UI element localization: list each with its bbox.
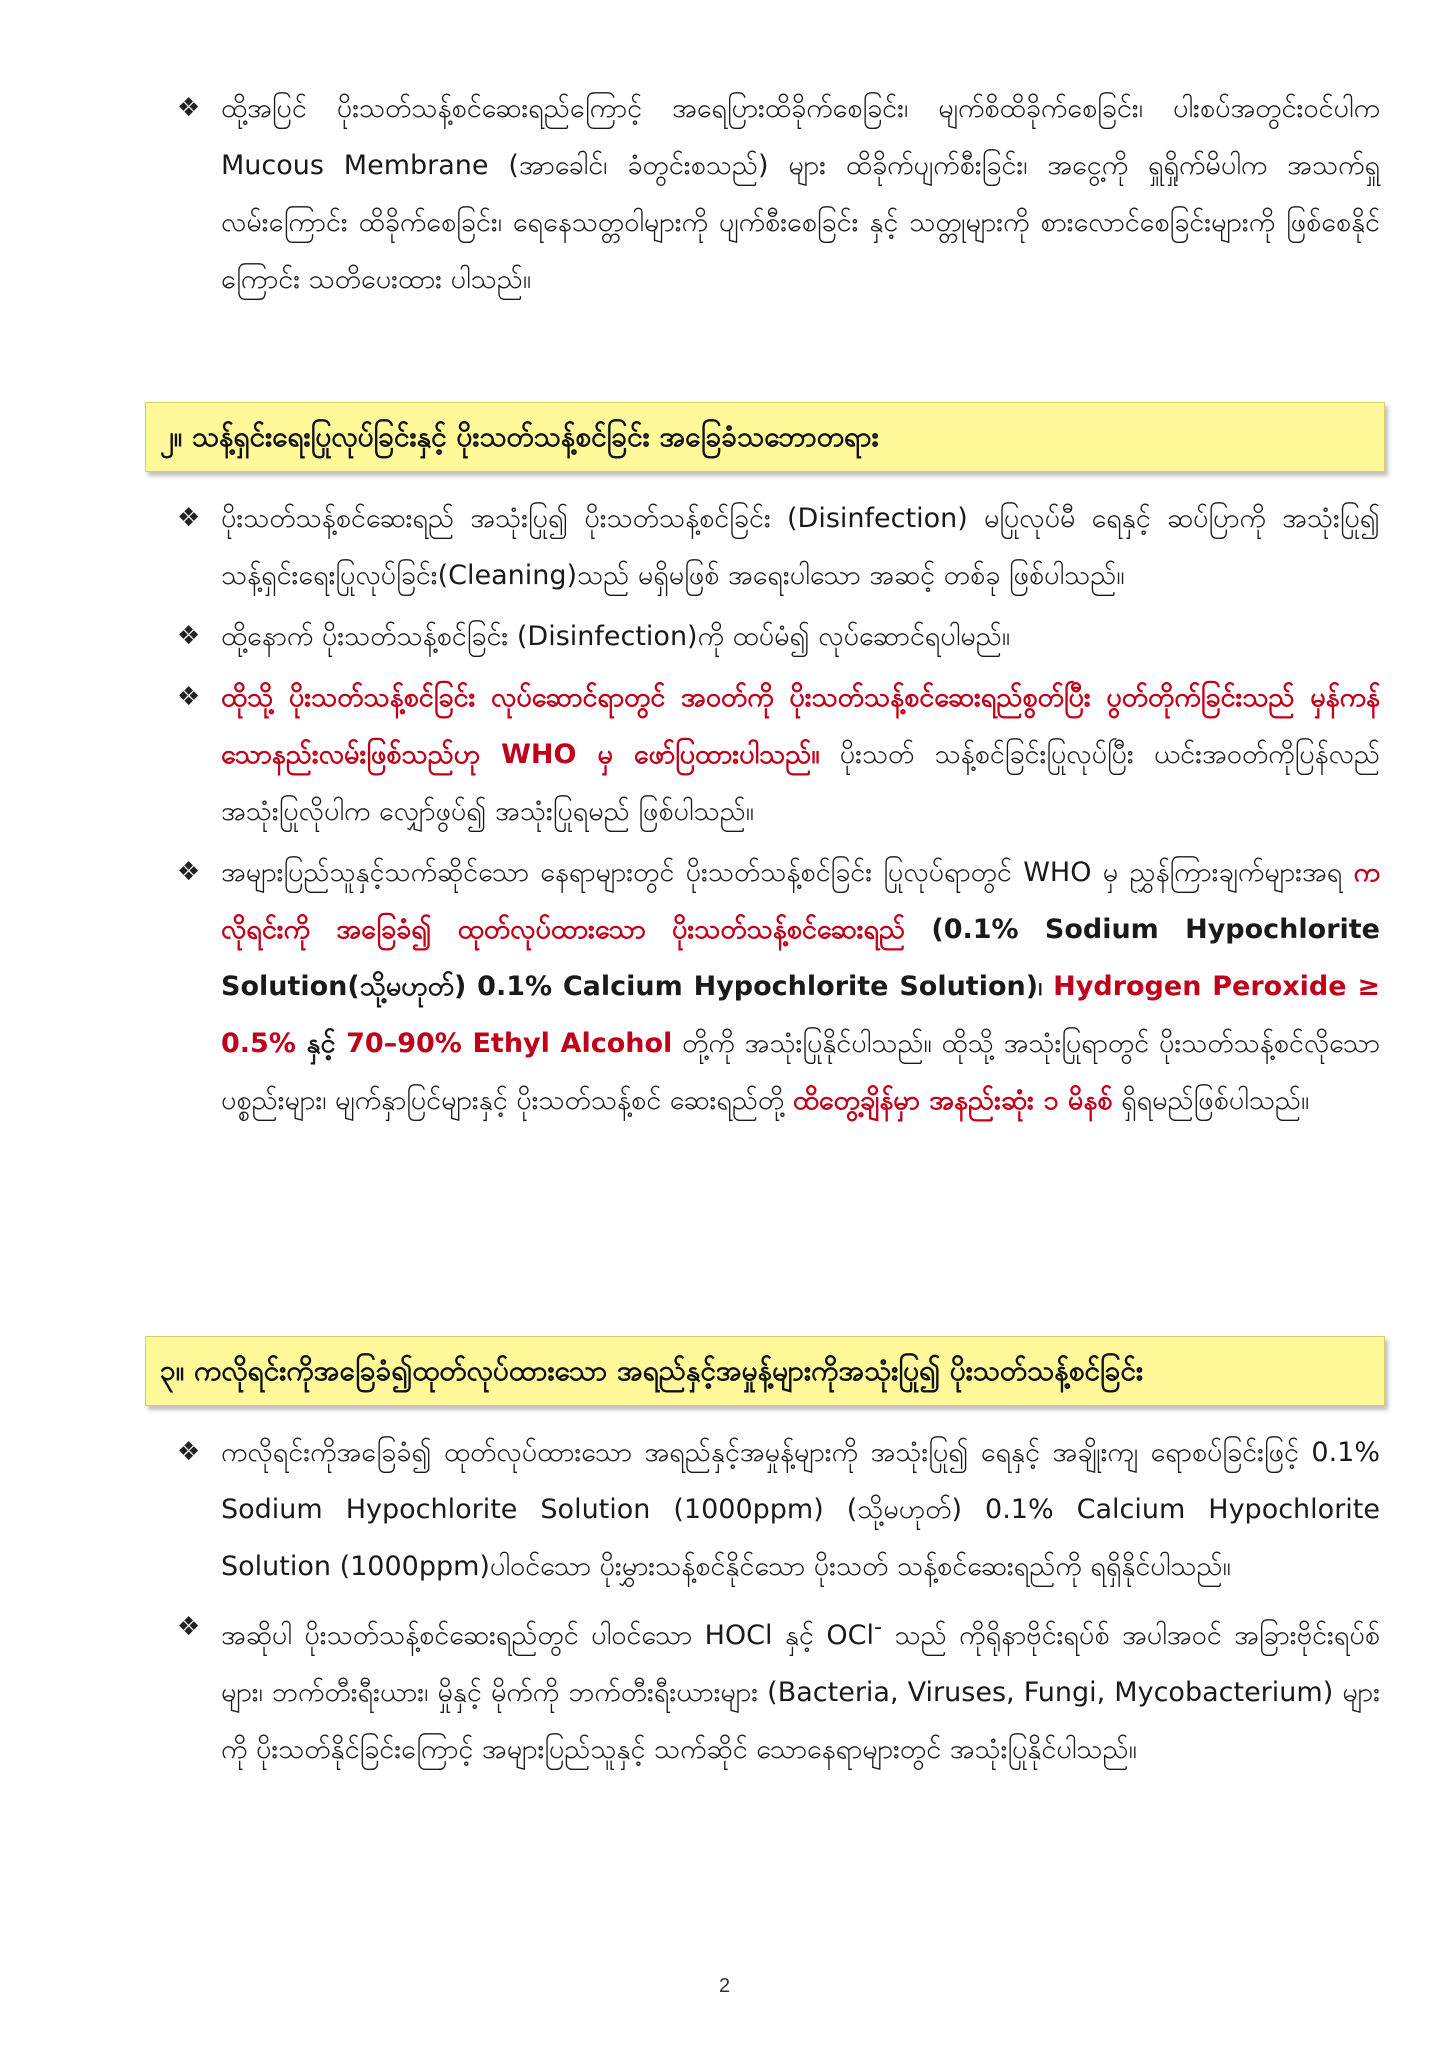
list-item [145,1599,1380,1778]
paragraph-text: ထို့အပြင် ပိုးသတ်သန့်စင်ဆေးရည်ကြောင့် အရေပြားထိခိုက်စေခြင်း၊ မျက်စိထိခိုက်စေခြင်း၊ ပါးစပ်အတွင်းဝင်ပါက Mucous Membrane (အာခေါင်၊ ခံတွင်းစသည်) များ ထိခိုက်ပျက်စီးခြင်း၊ အငွေ့ကို ရှူရှိုက်မိပါက အသက်ရှူလမ်းကြောင်း ထိခိုက်စေခြင်း၊ ရေနေသတ္တဝါများကို ပျက်စီးစေခြင်း နှင့် သတ္တုများကို စားလောင်စေခြင်းများကို ဖြစ်စေနိုင်ကြောင်း သတိပေးထား ပါသည်။ [221,93,1380,295]
highlighted-text: 70–90% Ethyl Alcohol [346,1028,673,1059]
diamond-bullet-icon: ❖ [177,857,201,887]
section-heading: ၃။ ကလိုရင်းကိုအခြေခံ၍ထုတ်လုပ်ထားသော အရည်နှင့်အမှုန့်များကိုအသုံးပြု၍ ပိုးသတ်သန့်စင်ခြင်း [145,1336,1385,1406]
diamond-bullet-icon: ❖ [177,503,201,533]
diamond-bullet-icon: ❖ [177,682,201,712]
section-2 [145,490,1380,1133]
paragraph-text: သည် ကိုရိုနာဗိုင်းရပ်စ် အပါအဝင် အခြားဗိုင်းရပ်စ်များ၊ ဘက်တီးရီးယား၊ မှိုနှင့် မိုက်ကို ဘက်တီးရီးယားများ (Bacteria, Viruses, Fungi, Mycobacterium) များကို ပိုးသတ်နိုင်ခြင်းကြောင့် အများပြည်သူနှင့် သက်ဆိုင် သောနေရာများတွင် အသုံးပြုနိုင်ပါသည်။ [221,1620,1380,1765]
list-item [145,490,1380,604]
list-item [145,608,1380,665]
paragraph-text: ရှိရမည်ဖြစ်ပါသည်။ [1112,1085,1310,1116]
page-number: 2 [718,1975,731,1997]
section-1 [145,80,1380,312]
diamond-bullet-icon: ❖ [177,1437,201,1467]
section-3 [145,1424,1380,1782]
paragraph-text: ထို့နောက် ပိုးသတ်သန့်စင်ခြင်း (Disinfection)ကို ထပ်မံ၍ လုပ်ဆောင်ရပါမည်။ [221,621,1011,652]
section-2-heading-box [145,402,1385,472]
diamond-bullet-icon: ❖ [177,93,201,123]
paragraph-text: ပိုးသတ် သန့်စင်ခြင်းပြုလုပ်ပြီး ယင်းအဝတ်ကိုပြန်လည်အသုံးပြုလိုပါက လျှော်ဖွပ်၍ အသုံးပြုရမည် ဖြစ်ပါသည်။ [221,739,1380,827]
list-item [145,669,1380,840]
highlighted-text: Hydrogen Peroxide ≥ 0.5% [221,971,1380,1059]
paragraph-text: တို့ကို အသုံးပြုနိုင်ပါသည်။ ထိုသို့ အသုံးပြုရာတွင် ပိုးသတ်သန့်စင်လိုသော ပစ္စည်းများ၊ မျက်နှာပြင်များနှင့် ပိုးသတ်သန့်စင် ဆေးရည်တို့ [221,1028,1380,1116]
bold-text: နှင့် [295,1028,347,1059]
highlighted-text: ထိတွေ့ချိန်မှာ အနည်းဆုံး ၁ မိနစ် [792,1085,1113,1116]
paragraph-text: အဆိုပါ ပိုးသတ်သန့်စင်ဆေးရည်တွင် ပါဝင်သော HOCl နှင့် OCl [221,1620,874,1651]
superscript: - [873,1614,883,1640]
highlighted-text: ကလိုရင်းကို အခြေခံ၍ ထုတ်လုပ်ထားသော ပိုးသတ်သန့်စင်ဆေးရည် [221,857,1380,945]
highlighted-text: ထိုသို့ ပိုးသတ်သန့်စင်ခြင်း လုပ်ဆောင်ရာတွင် အဝတ်ကို ပိုးသတ်သန့်စင်ဆေးရည်စွတ်ပြီး ပွတ်တိုက်ခြင်းသည် မှန်ကန်သောနည်းလမ်းဖြစ်သည်ဟု WHO မှ ဖော်ပြထားပါသည်။ [221,682,1380,770]
paragraph-text: အများပြည်သူနှင့်သက်ဆိုင်သော နေရာများတွင် ပိုးသတ်သန့်စင်ခြင်း ပြုလုပ်ရာတွင် WHO မှ ညွှန်ကြားချက်များအရ [221,857,1354,888]
paragraph-text: ပိုးသတ်သန့်စင်ဆေးရည် အသုံးပြု၍ ပိုးသတ်သန့်စင်ခြင်း (Disinfection) မပြုလုပ်မီ ရေနှင့် ဆပ်ပြာကို အသုံးပြု၍ သန့်ရှင်းရေးပြုလုပ်ခြင်း(Cleaning)သည် မရှိမဖြစ် အရေးပါသော အဆင့် တစ်ခု ဖြစ်ပါသည်။ [221,503,1380,591]
section-3-heading-box [145,1336,1385,1406]
list-item [145,80,1380,308]
bold-text: (0.1% Sodium Hypochlorite Solution(သို့မဟုတ်) 0.1% Calcium Hypochlorite Solution)၊ [221,914,1380,1002]
section-heading: ၂။ သန့်ရှင်းရေးပြုလုပ်ခြင်းနှင့် ပိုးသတ်သန့်စင်ခြင်း အခြေခံသဘောတရား [145,402,1385,472]
diamond-bullet-icon: ❖ [177,1612,201,1642]
list-item [145,1424,1380,1595]
diamond-bullet-icon: ❖ [177,621,201,651]
list-item [145,844,1380,1129]
paragraph-text: ကလိုရင်းကိုအခြေခံ၍ ထုတ်လုပ်ထားသော အရည်နှင့်အမှုန့်များကို အသုံးပြု၍ ရေနှင့် အချိုးကျ ရောစပ်ခြင်းဖြင့် 0.1% Sodium Hypochlorite Solution (1000ppm) (သို့မဟုတ်) 0.1% Calcium Hypochlorite Solution (1000ppm)ပါဝင်သော ပိုးမွှားသန့်စင်နိုင်သော ပိုးသတ် သန့်စင်ဆေးရည်ကို ရရှိနိုင်ပါသည်။ [221,1437,1380,1582]
